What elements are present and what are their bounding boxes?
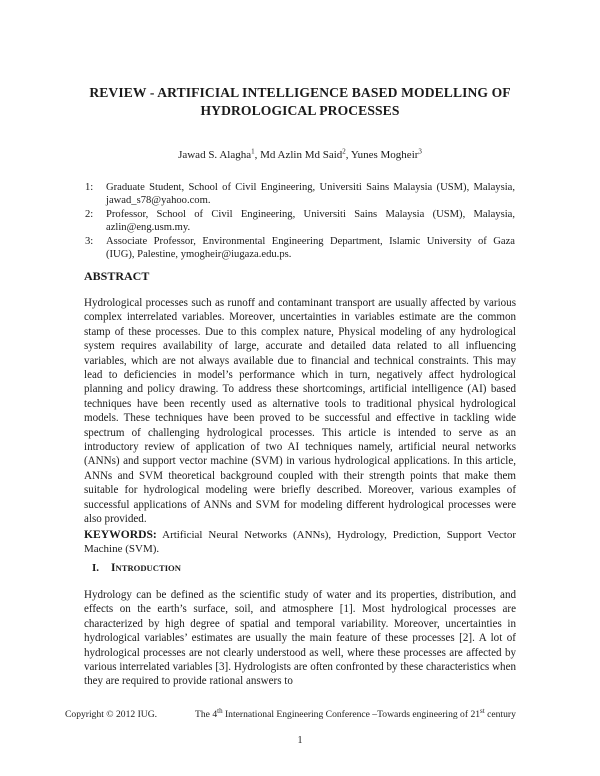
author-list (0, 148, 600, 162)
page-number: 1 (297, 735, 303, 746)
author-name: Yunes Mogheir (350, 149, 419, 161)
introduction-body: Hydrology can be defined as the scientific study of water and its properties, distribution, and effects on the earth’s surface, soil, and atmosphere [1]. Most hydrological processes are characterized by high degree of spatial and temporal variability. Moreover, uncertainties in hydrological variables’ estimates are usually the main feature of these processes [2]. A lot of hydrological processes are not clearly understood as well, where these processes are affected by various interrelated variables [3]. Hydrologists are often confronted by these characteristics when they are required to provide rational answers to (84, 589, 516, 688)
affiliation-item (85, 235, 515, 261)
author-affil-mark: 3 (418, 147, 422, 156)
section-title-rest: NTRODUCTION (115, 563, 181, 573)
author-affil-mark: 1 (251, 147, 255, 156)
author-name: Jawad S. Alagha (178, 149, 252, 161)
affiliation-number: 1: (85, 182, 94, 193)
affiliation-text: Associate Professor, Environmental Engineering Department, Islamic University of Gaza (IUG), Palestine, ymogheir@iugaza.edu.ps. (106, 236, 515, 261)
section-title (111, 562, 181, 574)
footer-sup-th: th (217, 706, 223, 715)
section-title-initial: I (111, 562, 116, 574)
author-separator: , (254, 149, 261, 161)
paper-title (70, 84, 530, 120)
footer-conf-b: International Engineering Conference –Towards engineering of 21 (222, 709, 481, 720)
section-number: I. (92, 562, 100, 574)
abstract-heading: ABSTRACT (84, 269, 150, 283)
footer-conference (195, 706, 516, 721)
title-line-1: REVIEW - ARTIFICIAL INTELLIGENCE BASED MODELLING OF (89, 85, 511, 100)
affiliation-text: Professor, School of Civil Engineering, Universiti Sains Malaysia (USM), Malaysia, azlin@eng.usm.my. (106, 209, 515, 234)
title-line-2: HYDROLOGICAL PROCESSES (200, 103, 400, 118)
footer-conf-a: The 4 (195, 709, 218, 720)
affiliation-text: Graduate Student, School of Civil Engineering, Universiti Sains Malaysia (USM), Malaysia, jawad_s78@yahoo.com. (106, 182, 515, 207)
affiliation-item (85, 208, 515, 234)
abstract-body: Hydrological processes such as runoff and contaminant transport are usually affected by various complex interrelated variables. Moreover, uncertainties in variables estimate are the common stamp of these processes. Due to this complex nature, Physical modeling of any hydrological system requires availability of large, accurate and detailed data related to all influencing variables, which are not always available due to financial and technical constraints. This may lead to deficiencies in model’s performance which in turn, negatively affect hydrological planning and policy drawing. To address these shortcomings, artificial intelligence (AI) based techniques have been recently used as alternative tools to traditional physical hydrological models. These techniques have been proved to be successful and effective in tackling wide spectrum of challenging hydrological processes. This article is intended to serve as an introductory review of application of two AI techniques namely, artificial neural networks (ANNs) and support vector machine (SVM) in various hydrological applications. In this article, ANNs and SVM theoretical background coupled with their strength points that make them suitable for hydrological modeling were briefly described. Moreover, various examples of successful applications of ANNs and SVM for modeling different hydrological processes were also provided. (84, 297, 516, 526)
footer-copyright: Copyright © 2012 IUG. (65, 709, 158, 720)
author-separator: , (345, 149, 351, 161)
affiliation-number: 2: (85, 209, 94, 220)
keywords-label: KEYWORDS: (84, 528, 157, 541)
affiliation-number: 3: (85, 236, 94, 247)
affiliation-item (85, 181, 515, 207)
section-heading (92, 562, 181, 574)
keywords (84, 528, 516, 556)
author-affil-mark: 2 (342, 147, 346, 156)
keywords-text: Artificial Neural Networks (ANNs), Hydrology, Prediction, Support Vector Machine (SVM). (84, 529, 516, 555)
footer-conf-c: century (484, 709, 516, 720)
author-name: Md Azlin Md Said (260, 149, 343, 161)
footer-sup-st: st (480, 706, 485, 715)
